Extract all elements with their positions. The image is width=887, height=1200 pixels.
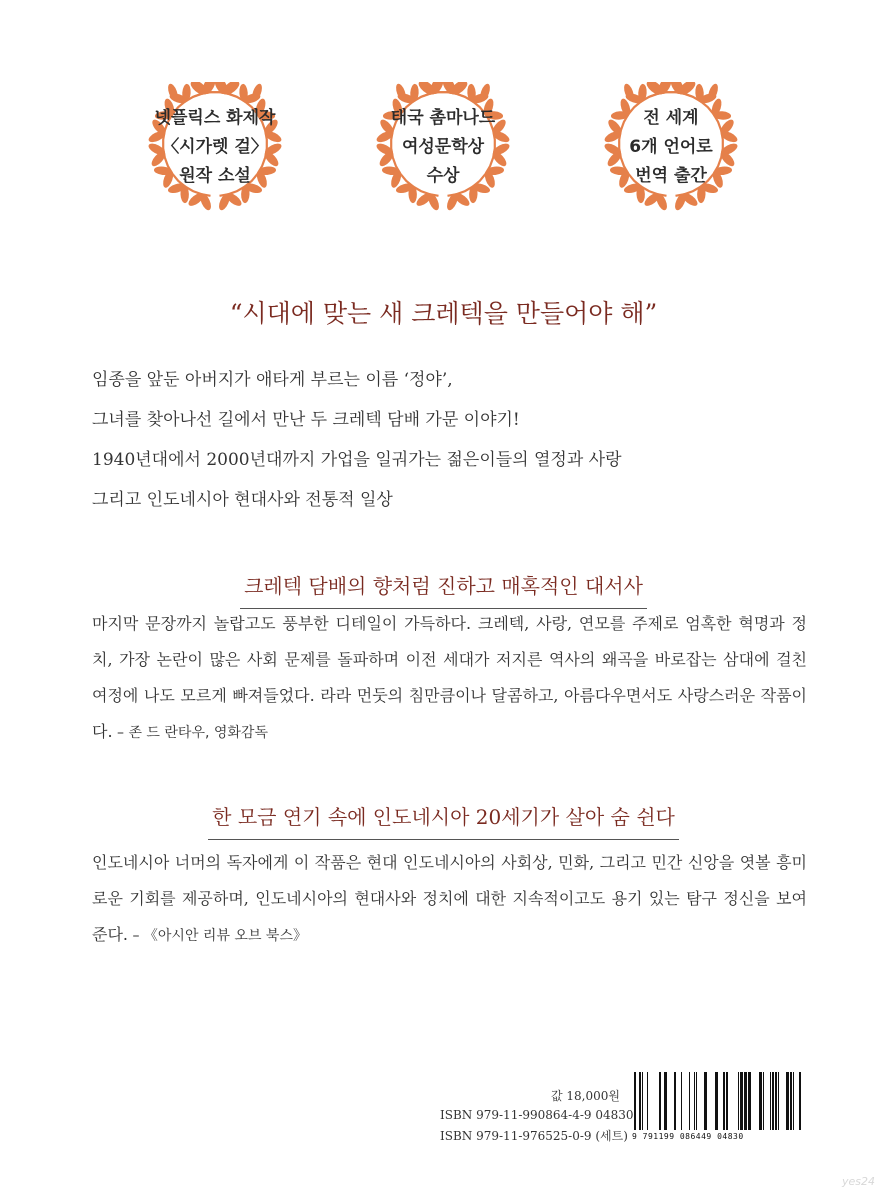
review-body: 마지막 문장까지 놀랍고도 풍부한 디테일이 가득하다. 크레텍, 사랑, 연모를 주제로 엄혹한 혁명과 정치, 가장 논란이 많은 사회 문제를 돌파하며 이전 세대가 저지른 역사의 왜곡을 바로잡는 삼대에 걸친 여정에 나도 모르게 빠져들었다. 라라 먼둣의 침만큼이나 달콤하고, 아름다우면서도 사랑스러운 작품이다. bbox=[92, 614, 807, 741]
awards-row bbox=[0, 82, 887, 217]
review-source: – 존 드 란타우, 영화감독 bbox=[112, 725, 268, 741]
watermark: yes24 bbox=[841, 1175, 875, 1188]
review-source: – 《아시안 리뷰 오브 북스》 bbox=[128, 928, 307, 944]
award-line: 여성문학상 bbox=[401, 137, 485, 157]
award-line: 수상 bbox=[426, 166, 460, 186]
intro-line: 1940년대에서 2000년대까지 가업을 일궈가는 젊은이들의 열정과 사랑 bbox=[92, 450, 622, 470]
award-translations bbox=[566, 82, 776, 217]
award-line: 〈시가렛 걸〉 bbox=[162, 137, 268, 157]
isbn-main: ISBN 979-11-990864-4-9 04830 bbox=[440, 1108, 634, 1122]
intro-paragraph bbox=[92, 360, 812, 520]
review-block-2 bbox=[92, 845, 807, 954]
award-netflix bbox=[110, 82, 320, 217]
review-title-2: 한 모금 연기 속에 인도네시아 20세기가 살아 숨 쉰다 bbox=[0, 801, 887, 840]
intro-line: 그리고 인도네시아 현대사와 전통적 일상 bbox=[92, 490, 393, 510]
barcode bbox=[632, 1072, 807, 1144]
award-line: 원작 소설 bbox=[179, 166, 251, 186]
review-body: 인도네시아 너머의 독자에게 이 작품은 현대 인도네시아의 사회상, 민화, 그리고 민간 신앙을 엿볼 흥미로운 기회를 제공하며, 인도네시아의 현대사와 정치에 대한 지속적이고도 용기 있는 탐구 정신을 보여준다. bbox=[92, 853, 807, 944]
price-label: 값 18,000원 bbox=[551, 1089, 620, 1103]
barcode-digits: 9 791199 086449 04830 bbox=[632, 1132, 744, 1141]
award-line: 번역 출간 bbox=[635, 166, 707, 186]
intro-line: 그녀를 찾아나선 길에서 만난 두 크레텍 담배 가문 이야기! bbox=[92, 410, 520, 430]
award-literature-prize bbox=[338, 82, 548, 217]
award-line: 전 세계 bbox=[643, 108, 699, 128]
review-block-1 bbox=[92, 606, 807, 751]
award-line: 넷플릭스 화제작 bbox=[154, 108, 276, 128]
award-line: 6개 언어로 bbox=[629, 137, 713, 157]
headline-quote: “시대에 맞는 새 크레텍을 만들어야 해” bbox=[229, 299, 658, 328]
isbn-set: ISBN 979-11-976525-0-9 (세트) bbox=[440, 1129, 628, 1143]
award-line: 태국 촘마나드 bbox=[390, 108, 496, 128]
intro-line: 임종을 앞둔 아버지가 애타게 부르는 이름 ‘정야’, bbox=[92, 370, 453, 390]
review-title-1: 크레텍 담배의 향처럼 진하고 매혹적인 대서사 bbox=[0, 570, 887, 609]
barcode-icon bbox=[632, 1072, 807, 1130]
